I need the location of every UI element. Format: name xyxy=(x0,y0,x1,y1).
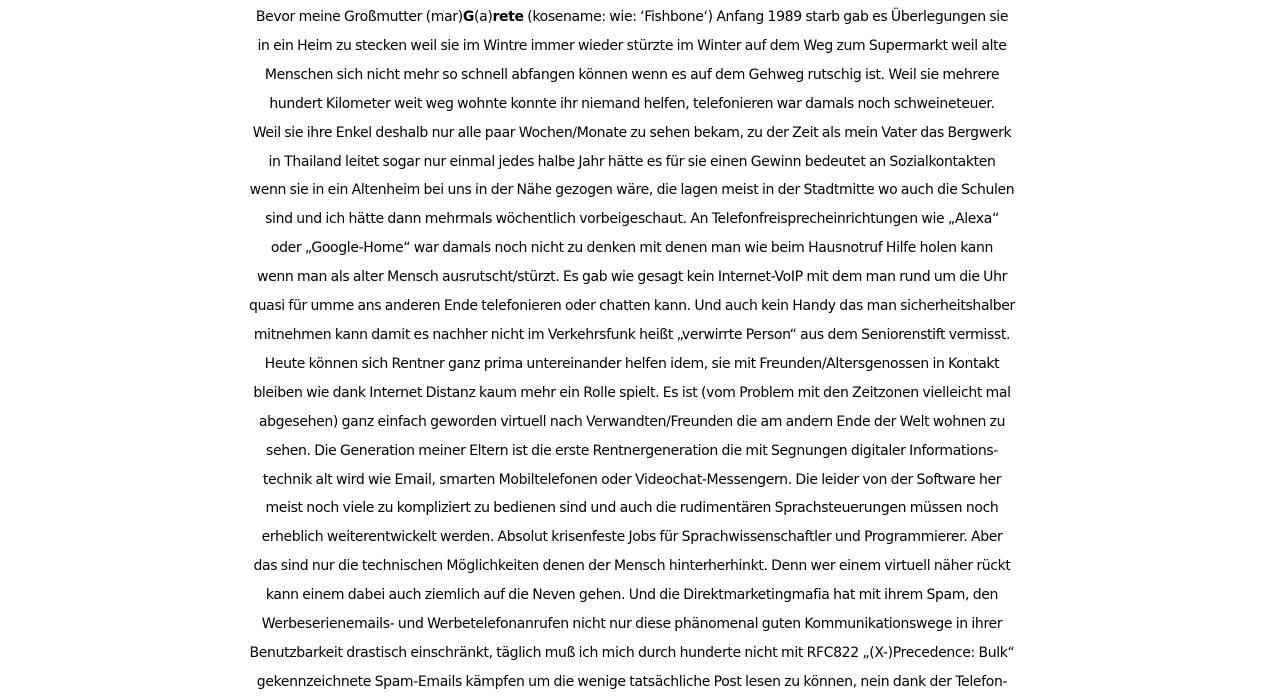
text-line-22: Werbeserienemails- und Werbetelefonanrufen nicht nur diese phänomenal guten Kommunikationswege in ihrer xyxy=(261,616,1003,633)
text-line-19: erheblich weiterentwickelt werden. Absolut krisenfeste Jobs für Sprachwissenschaftler und Programmierer. Aber xyxy=(261,529,1003,546)
text-line-8: sind und ich hätte dann mehrmals wöchentlich vorbeigeschaut. An Telefonfreisprecheinrichtungen wie „Alexa“ xyxy=(265,211,999,228)
text-line-5: Weil sie ihre Enkel deshalb nur alle paar Wochen/Monate zu sehen bekam, zu der Zeit als mein Vater das Bergwerk xyxy=(252,124,1012,141)
text-line-23: Benutzbarkeit drastisch einschränkt, täglich muß ich mich durch hunderte nicht mit RFC822 „(X-)Precedence: Bulk“ xyxy=(249,644,1015,661)
text-line-9: oder „Google-Home“ war damals noch nicht zu denken mit denen man wie beim Hausnotruf Hilfe holen kann xyxy=(270,240,994,257)
text-line-20: das sind nur die technischen Möglichkeiten denen der Mensch hinterherhinkt. Denn wer einem virtuell näher rückt xyxy=(253,558,1011,575)
text-line-1 xyxy=(0,3,1264,32)
text-line-7: wenn sie in ein Altenheim bei uns in der Nähe gezogen wäre, die lagen meist in der Stadtmitte wo auch die Schulen xyxy=(249,182,1015,199)
bold-initial-g: G xyxy=(462,9,474,25)
text-line-10: wenn man als alter Mensch ausrutscht/stürzt. Es gab wie gesagt kein Internet-VoIP mit dem man rund um die Uhr xyxy=(256,269,1008,286)
text-line-2: in ein Heim zu stecken weil sie im Wintre immer wieder stürzte im Winter auf dem Weg zum Supermarkt weil alte xyxy=(257,37,1007,54)
text-line-3: Menschen sich nicht mehr so schnell abfangen können wenn es auf dem Gehweg rutschig ist. Weil sie mehrere xyxy=(264,66,1000,83)
text-segment: Bevor meine Großmutter (mar) xyxy=(255,9,463,25)
text-line-6: in Thailand leitet sogar nur einmal jedes halbe Jahr hätte es für sie einen Gewinn bedeutet an Sozialkontakten xyxy=(268,153,996,170)
text-line-13: Heute können sich Rentner ganz prima untereinander helfen idem, sie mit Freunden/Altersgenossen in Kontakt xyxy=(264,355,1000,372)
text-line-4: hundert Kilometer weit weg wohnte konnte ihr niemand helfen, telefonieren war damals noch schweineteuer. xyxy=(269,95,995,112)
text-line-14: bleiben wie dank Internet Distanz kaum mehr ein Rolle spielt. Es ist (vom Problem mit den Zeitzonen vielleicht mal xyxy=(253,384,1011,401)
text-segment: (a) xyxy=(474,9,493,25)
text-line-12: mitnehmen kann damit es nachher nicht im Verkehrsfunk heißt „verwirrte Person“ aus dem Seniorenstift vermisst. xyxy=(253,326,1011,343)
bold-name-rete: rete xyxy=(492,9,524,25)
text-line-24: gekennzeichnete Spam-Emails kämpfen um die wenige tatsächliche Post lesen zu können, nein dank der Telefon- xyxy=(256,673,1008,690)
text-line-16: sehen. Die Generation meiner Eltern ist die erste Rentnergeneration die mit Segnungen digitaler Informations- xyxy=(266,442,998,459)
text-segment: (kosename: wie: ‘Fishbone‘) Anfang 1989 starb gab es Überlegungen sie xyxy=(523,9,1009,25)
text-line-15: abgesehen) ganz einfach geworden virtuell nach Verwandten/Freunden die am andern Ende der Welt wohnen zu xyxy=(258,413,1006,430)
text-line-11: quasi für umme ans anderen Ende telefonieren oder chatten kann. Und auch kein Handy das man sicherheitshalber xyxy=(249,298,1015,315)
text-line-21: kann einem dabei auch ziemlich auf die Neven gehen. Und die Direktmarketingmafia hat mit ihrem Spam, den xyxy=(265,587,999,604)
text-line-18: meist noch viele zu kompliziert zu bedienen sind und auch die rudimentären Sprachsteuerungen müssen noch xyxy=(265,500,999,517)
text-line-17: technik alt wird wie Email, smarten Mobiltelefonen oder Videochat-Messengern. Die leider von der Software her xyxy=(262,471,1002,488)
